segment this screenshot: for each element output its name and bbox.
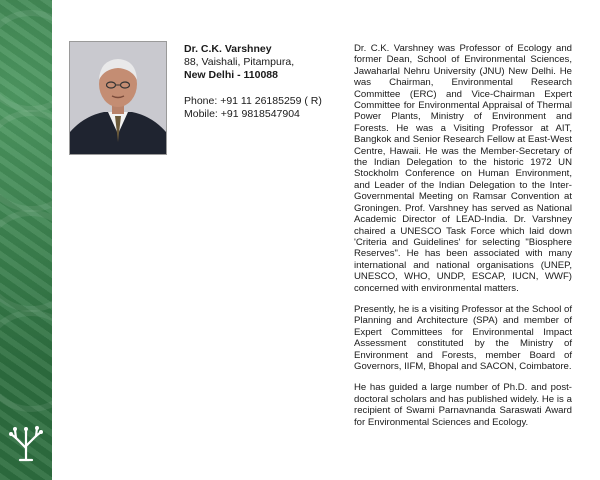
mobile-number: Mobile: +91 9818547904	[184, 108, 300, 120]
biography	[354, 43, 572, 438]
decorative-side-strip	[0, 0, 52, 480]
phone-number: Phone: +91 11 26185259 ( R)	[184, 95, 322, 107]
tree-emblem-icon	[6, 424, 46, 464]
person-name: Dr. C.K. Varshney	[184, 43, 272, 55]
bio-paragraph: He has guided a large number of Ph.D. and post-doctoral scholars and has published widely. He is a recipient of Swami Parnavnanda Saraswati Award for Environmental Sciences and Ecology.	[354, 382, 572, 428]
address-line: 88, Vaishali, Pitampura,	[184, 56, 295, 68]
portrait-image	[70, 42, 166, 154]
bio-paragraph: Dr. C.K. Varshney was Professor of Ecology and former Dean, School of Environmental Sciences, Jawaharlal Nehru University (JNU) New Delhi. He was Chairman, Environmental Research Committee (ERC) and Vice-Chairman Expert Committee for Environmental Appraisal of Thermal Power Plants, Ministry of Environment and Forests. He was a Visiting Professor at AIT, Bangkok and Senior Research Fellow at East-West Centre, Hawaii. He was the Member-Secretary of the Indian Delegation to the historic 1972 UN Stockholm Conference on Human Environment, and Leader of the Indian Delegation to the Inter-Governmental Meeting on Ramsar Convention at Groningen. Prof. Varshney has served as National Academic Director of LEAD-India. Dr. Varshney chaired a UNESCO Task Force which laid down 'Criteria and Guidelines' for selecting "Biosphere Reserves". He has been associated with many international and national organisations (UNEP, UNESCO, WHO, UNDP, ESCAP, IUCN, WWF) concerned with environmental matters.	[354, 43, 572, 294]
strip-pattern	[0, 210, 52, 312]
address-city: New Delhi - 110088	[184, 69, 278, 81]
portrait-photo	[69, 41, 167, 155]
strip-pattern	[0, 310, 52, 412]
strip-pattern	[0, 10, 52, 112]
contact-block	[184, 43, 344, 121]
strip-pattern	[0, 110, 52, 212]
bio-paragraph: Presently, he is a visiting Professor at the School of Planning and Architecture (SPA) and member of Expert Committees for Environmental Impact Assessment constituted by the Ministry of Environment and Forests, member Board of Governors, IIFM, Bhopal and SACON, Coimbatore.	[354, 303, 572, 372]
